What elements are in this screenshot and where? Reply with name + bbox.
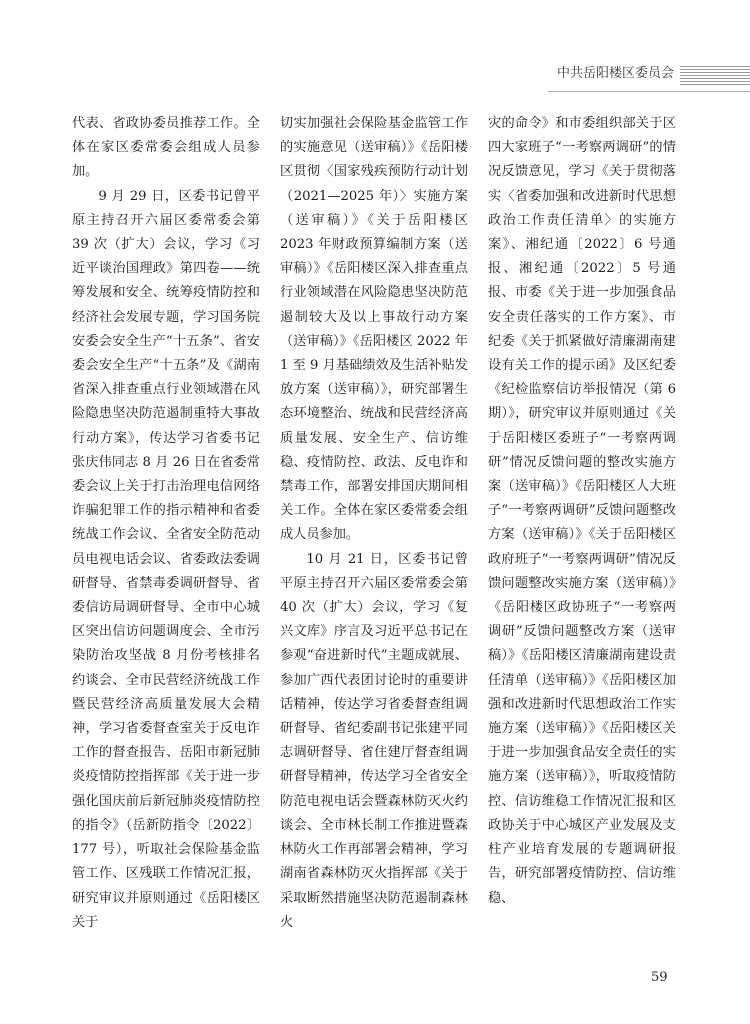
page-number: 59 [651, 970, 668, 985]
header-decoration-lines [680, 66, 750, 86]
text-column-3 [488, 112, 676, 911]
paragraph: 灾的命令》和市委组织部关于区四大家班子“一考察两调研”的情况反馈意见，学习《关于贯彻落实〈省委加强和改进新时代思想政治工作责任清单〉的实施方案》、湘纪通〔2022〕6 号通报、湘纪通〔2022〕5 号通报、市委《关于进一步加强食品安全责任落实的工作方案》、市纪委《关于抓紧做好清廉湖南建设有关工作的提示函》及区纪委《纪检监察信访举报情况（第 6 期）》，研究审议并原则通过《关于岳阳楼区委班子“一考察两调研”情况反馈问题的整改实施方案（送审稿）》《岳阳楼区人大班子“一考察两调研”反馈问题整改方案（送审稿）》《关于岳阳楼区政府班子“一考察两调研”情况反馈问题整改实施方案（送审稿）》《岳阳楼区政协班子“一考察两调研”反馈问题整改方案（送审稿）》《岳阳楼区清廉湖南建设责任清单（送审稿）》《岳阳楼区加强和改进新时代思想政治工作实施方案（送审稿）》《岳阳楼区关于进一步加强食品安全责任的实施方案（送审稿）》，听取疫情防控、信访维稳工作情况汇报和区政协关于中心城区产业发展及支柱产业培育发展的专题调研报告，研究部署疫情防控、信访维稳、 [488, 116, 676, 906]
paragraph: 10 月 21 日，区委书记曾平原主持召开六届区委常委会第 40 次（扩大）会议，学习《复兴文库》序言及习近平总书记在参观“奋进新时代”主题成就展、参加广西代表团讨论时的重要讲话精神，传达学习省委督查组调研督导、省纪委副书记张建平同志调研督导、省住建厅督查组调研督导精神，传达学习全省安全防范电视电话会暨森林防灭火约谈会、全市林长制工作推进暨森林防火工作再部署会精神，学习湖南省森林防灭火指挥部《关于采取断然措施坚决防范遏制森林火 [280, 551, 468, 930]
paragraph: 切实加强社会保险基金监管工作的实施意见（送审稿）》《岳阳楼区贯彻〈国家残疾预防行动计划（2021—2025 年）〉实施方案（送审稿）》《关于岳阳楼区 2023 年财政预算编制方案（送审稿）》《岳阳楼区深入排查重点行业领域潜在风险隐患坚决防范遏制较大及以上事故行动方案（送审稿）》《岳阳楼区 2022 年 1 至 9 月基础绩效及生活补贴发放方案（送审稿）》，研究部署生态环境整治、统战和民营经济高质量发展、安全生产、信访维稳、疫情防控、政法、反电诈和禁毒工作，部署安排国庆期间相关工作。全体在家区委常委会组成人员参加。 [280, 116, 468, 543]
text-column-2 [280, 112, 468, 935]
paragraph: 代表、省政协委员推荐工作。全体在家区委常委会组成人员参加。 [72, 116, 260, 180]
paragraph: 9 月 29 日，区委书记曾平原主持召开六届区委常委会第 39 次（扩大）会议，学习《习近平谈治国理政》第四卷——统筹发展和安全、统筹疫情防控和经济社会发展专题，学习国务院安委会安全生产“十五条”、省安委会安全生产“十五条”及《湖南省深入排查重点行业领域潜在风险隐患坚决防范遏制重特大事故行动方案》，传达学习省委书记张庆伟同志 8 月 26 日在省委常委会议上关于打击治理电信网络诈骗犯罪工作的指示精神和省委统战工作会议、全省安全防范动员电视电话会议、省委政法委调研督导、省禁毒委调研督导、省委信访局调研督导、全市中心城区突出信访问题调度会、全市污染防治攻坚战 8 月份考核排名约谈会、全市民营经济统战工作暨民营经济高质量发展大会精神，学习省委督查室关于反电诈工作的督查报告、岳阳市新冠肺炎疫情防控指挥部《关于进一步强化国庆前后新冠肺炎疫情防控的指令》（岳新防指令〔2022〕177 号），听取社会保险基金监管工作、区残联工作情况汇报，研究审议并原则通过《岳阳楼区关于 [72, 188, 260, 930]
header-title: 中共岳阳楼区委员会 [557, 66, 675, 81]
header-rule [548, 91, 750, 92]
running-header [0, 58, 750, 92]
text-column-1 [72, 112, 260, 935]
